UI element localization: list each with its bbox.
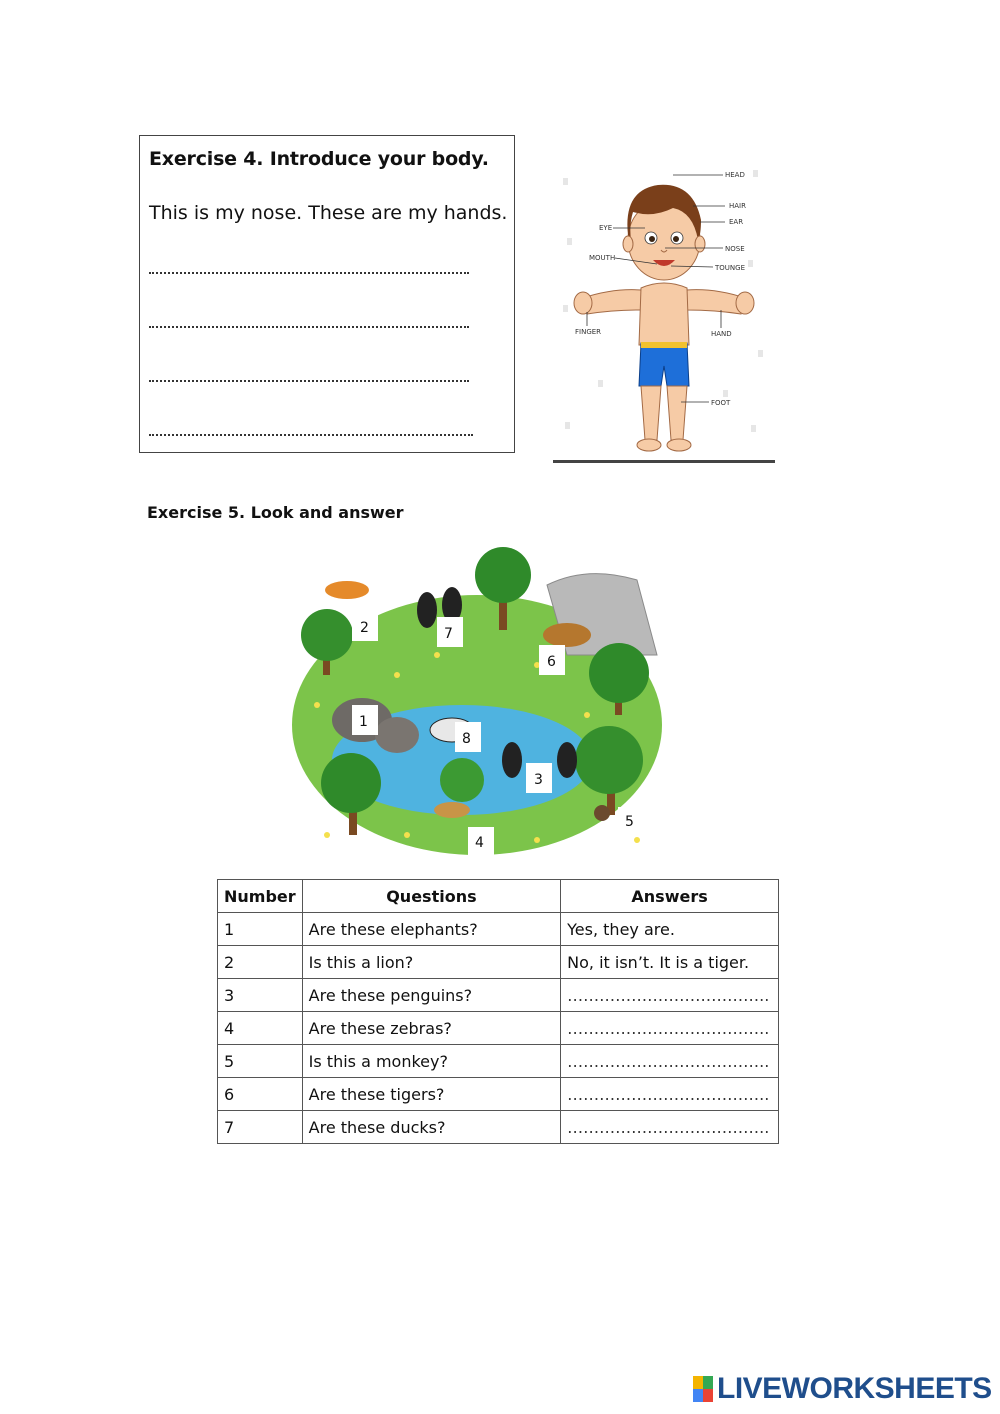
ground-line — [553, 460, 775, 463]
label-mouth: MOUTH — [589, 254, 616, 262]
table-row — [218, 946, 779, 979]
elephant — [375, 717, 419, 753]
picture-number-1: 1 — [359, 714, 368, 730]
giraffe — [434, 802, 470, 818]
row-question: Are these zebras? — [302, 1012, 561, 1045]
question-answer-table — [217, 879, 779, 1144]
picture-number-5: 5 — [625, 814, 634, 830]
answer-line-3[interactable] — [149, 380, 469, 382]
label-finger: FINGER — [575, 328, 602, 336]
row-question: Are these ducks? — [302, 1111, 561, 1144]
row-answer: No, it isn’t. It is a tiger. — [561, 946, 779, 979]
monkey — [594, 805, 610, 821]
table-header-row — [218, 880, 779, 913]
row-number: 5 — [218, 1045, 303, 1078]
penguin — [557, 742, 577, 778]
row-question: Is this a lion? — [302, 946, 561, 979]
row-number: 6 — [218, 1078, 303, 1111]
row-number: 3 — [218, 979, 303, 1012]
label-ear: EAR — [729, 218, 744, 226]
label-nose: NOSE — [725, 245, 745, 253]
label-hair: HAIR — [729, 202, 746, 210]
waistband — [641, 342, 687, 348]
row-number: 7 — [218, 1111, 303, 1144]
label-hand: HAND — [711, 330, 732, 338]
right-ear — [695, 236, 705, 252]
picture-number-2: 2 — [360, 620, 369, 636]
answer-blank[interactable]: ……………………………….. — [561, 1012, 779, 1045]
label-tounge: TOUNGE — [715, 264, 745, 272]
answer-blank[interactable]: ……………………………….. — [561, 979, 779, 1012]
answer-line-4[interactable] — [149, 434, 473, 436]
label-eye: EYE — [599, 224, 613, 232]
exercise-4-example: This is my nose. These are my hands. — [149, 202, 508, 224]
exercise-5-title: Exercise 5. Look and answer — [147, 503, 404, 522]
left-ear — [623, 236, 633, 252]
answer-blank[interactable]: ……………………………….. — [561, 1078, 779, 1111]
right-hand — [736, 292, 754, 314]
row-question: Are these elephants? — [302, 913, 561, 946]
penguin — [502, 742, 522, 778]
exercise-4-title: Exercise 4. Introduce your body. — [149, 148, 489, 170]
picture-number-7: 7 — [444, 626, 453, 642]
table-row — [218, 1111, 779, 1144]
picture-number-6: 6 — [547, 654, 556, 670]
exercise-4-box — [139, 135, 515, 453]
liveworksheets-icon — [693, 1376, 713, 1402]
torso — [639, 283, 689, 345]
swim-trunks — [639, 343, 689, 386]
table-row — [218, 1012, 779, 1045]
row-answer: Yes, they are. — [561, 913, 779, 946]
header-answers: Answers — [561, 880, 779, 913]
answer-line-2[interactable] — [149, 326, 469, 328]
tiger — [325, 581, 369, 599]
answer-blank[interactable]: ……………………………….. — [561, 1045, 779, 1078]
zoo-illustration — [287, 545, 667, 860]
answer-blank[interactable]: ……………………………….. — [561, 1111, 779, 1144]
legs — [641, 386, 687, 440]
table-row — [218, 979, 779, 1012]
header-questions: Questions — [302, 880, 561, 913]
label-foot: FOOT — [711, 399, 731, 407]
row-number: 2 — [218, 946, 303, 979]
table-row — [218, 1045, 779, 1078]
picture-number-4: 4 — [475, 835, 484, 851]
liveworksheets-logo[interactable] — [693, 1372, 992, 1406]
table-row — [218, 913, 779, 946]
left-foot — [637, 439, 661, 451]
table-row — [218, 1078, 779, 1111]
label-head: HEAD — [725, 171, 745, 179]
logo-text: LIVEWORKSHEETS — [717, 1372, 992, 1405]
header-number: Number — [218, 880, 303, 913]
body-parts-diagram — [553, 140, 775, 465]
row-question: Are these penguins? — [302, 979, 561, 1012]
right-foot — [667, 439, 691, 451]
row-question: Are these tigers? — [302, 1078, 561, 1111]
penguin — [417, 592, 437, 628]
row-number: 1 — [218, 913, 303, 946]
picture-number-8: 8 — [462, 731, 471, 747]
picture-number-3: 3 — [534, 772, 543, 788]
left-hand — [574, 292, 592, 314]
row-question: Is this a monkey? — [302, 1045, 561, 1078]
row-number: 4 — [218, 1012, 303, 1045]
answer-line-1[interactable] — [149, 272, 469, 274]
lion — [543, 623, 591, 647]
